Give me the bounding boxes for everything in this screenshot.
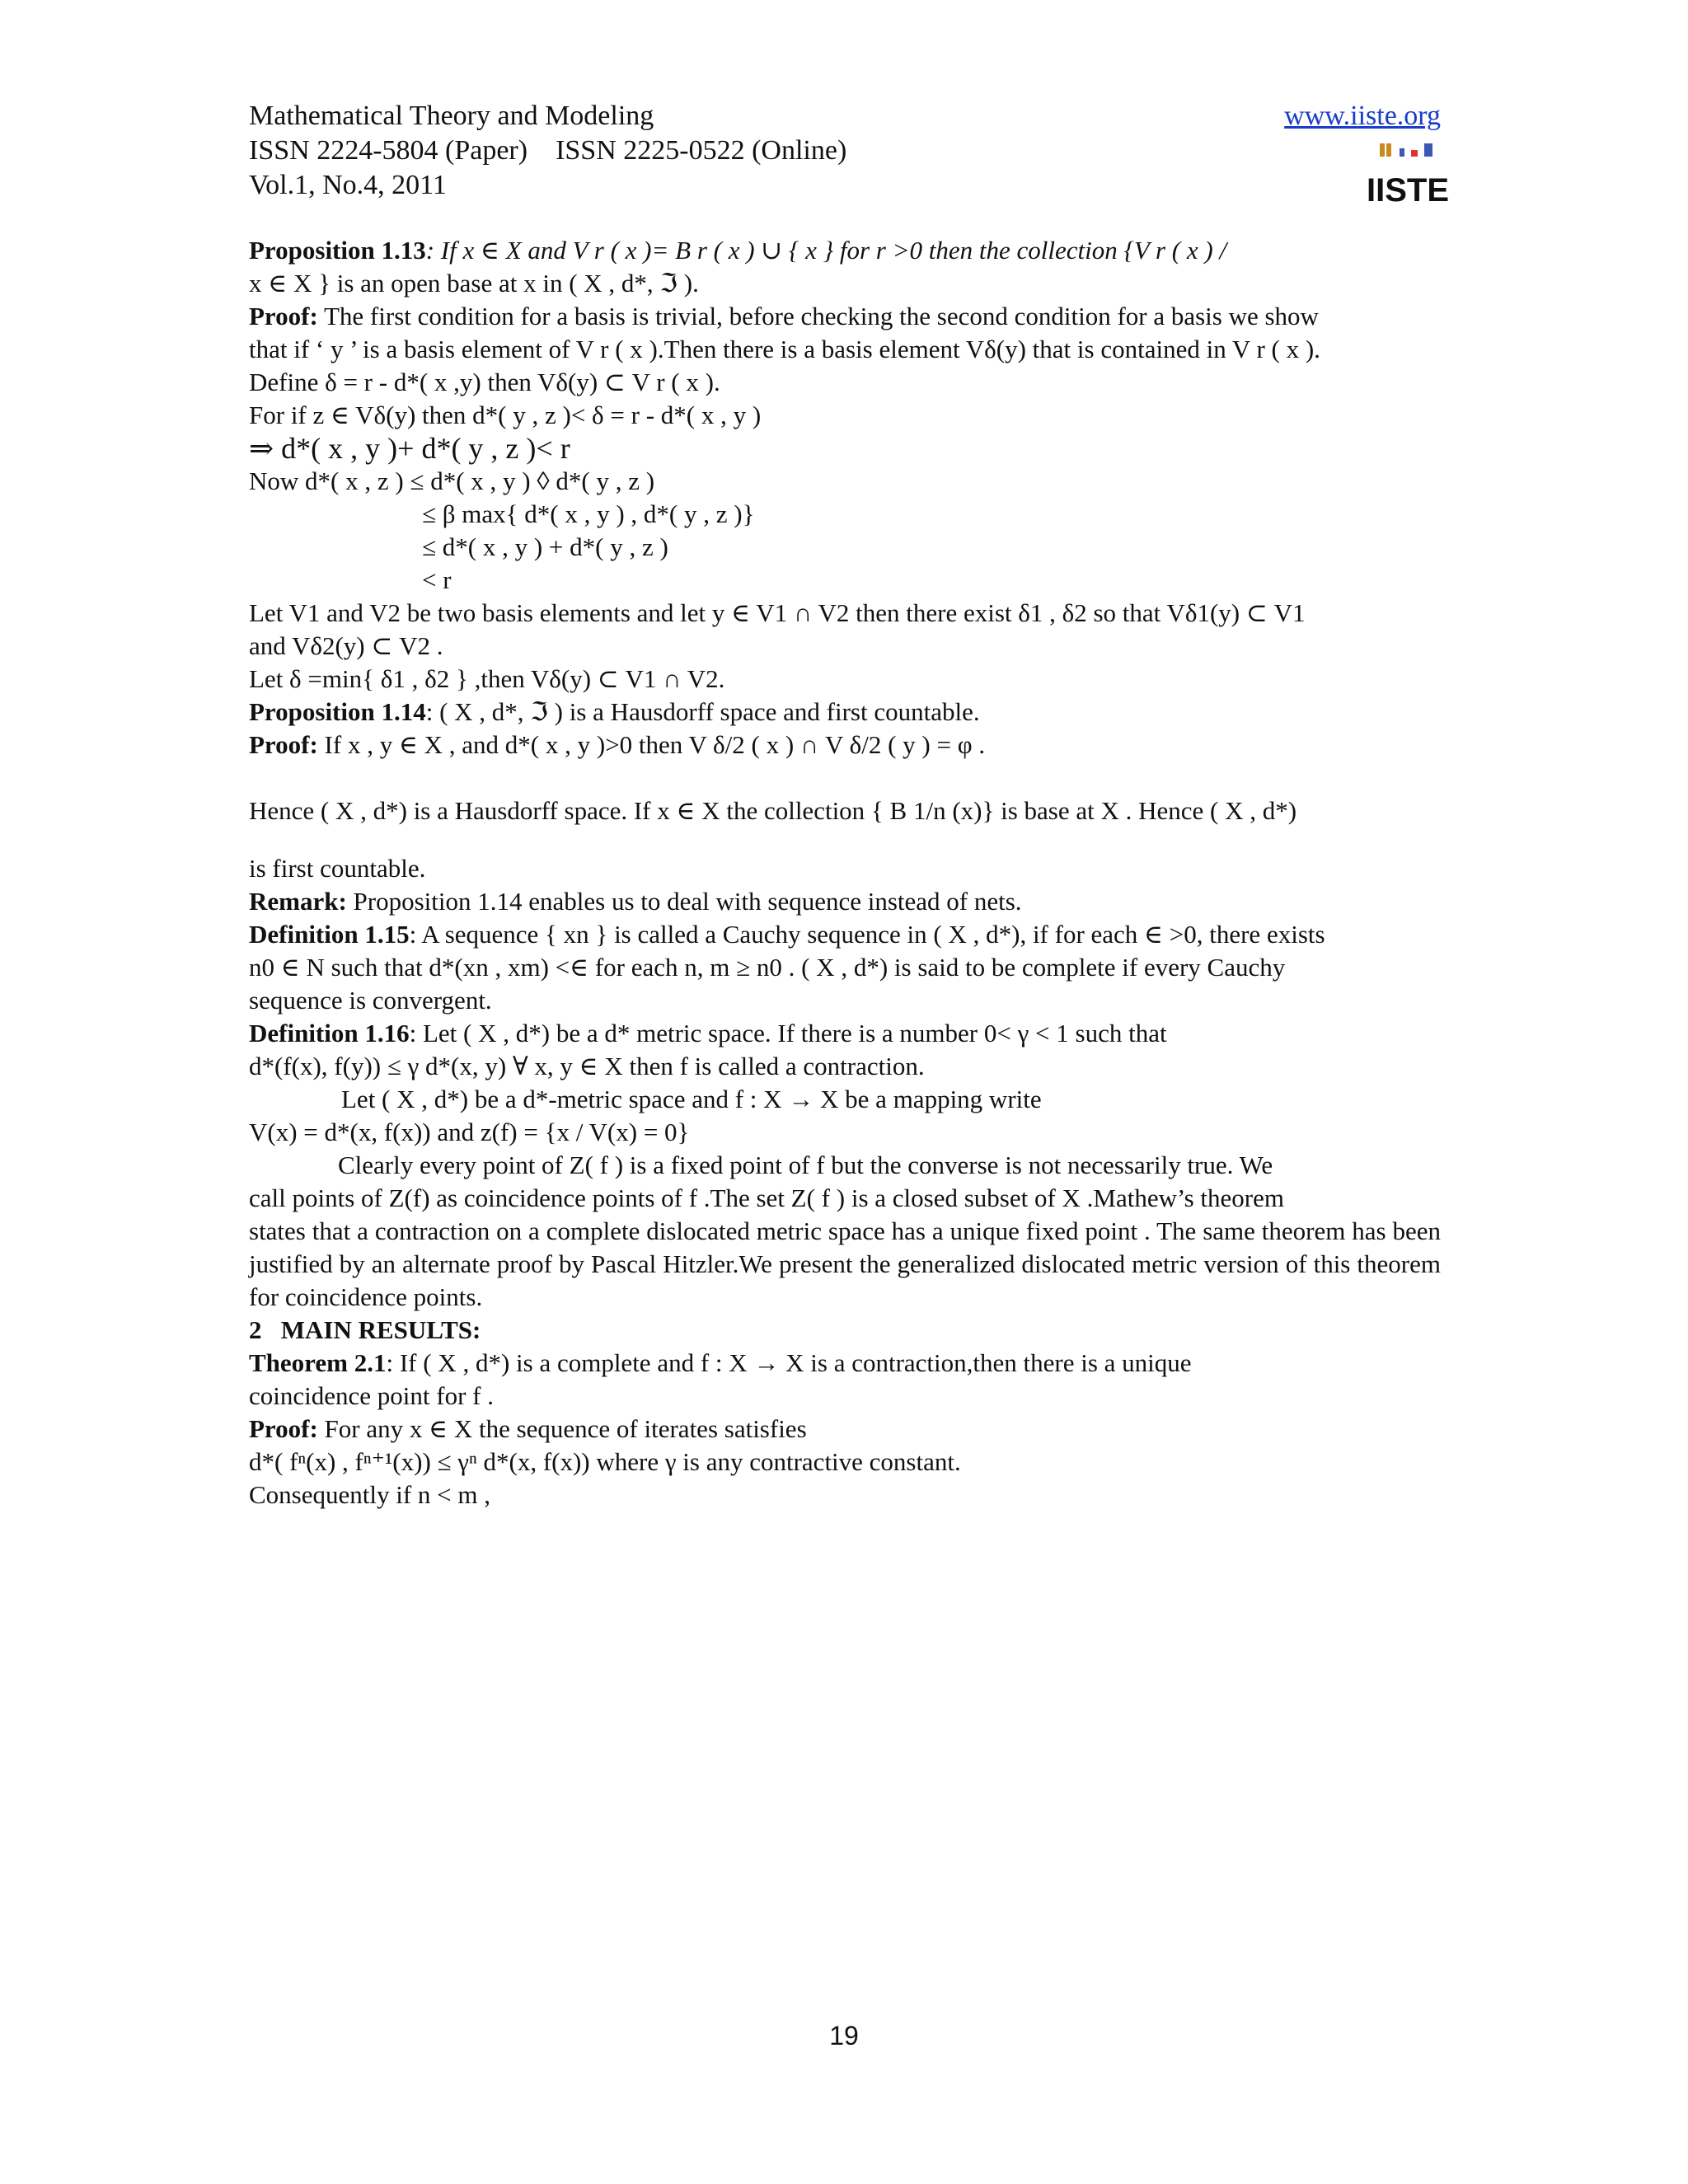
iterates-line: d*( fⁿ(x) , fⁿ⁺¹(x)) ≤ γⁿ d*(x, f(x)) where γ is any contractive constant. <box>249 1447 961 1476</box>
beta-max-line: ≤ β max{ d*( x , y ) , d*( y , z )} <box>422 499 755 528</box>
page-body <box>249 234 1441 1511</box>
proof-label: Proof: <box>249 1414 318 1443</box>
volume-line: Vol.1, No.4, 2011 <box>249 170 447 200</box>
theorem-2-1: Theorem 2.1: If ( X , d*) is a complete and f : X → X is a contraction,then there is a unique <box>249 1348 1192 1377</box>
journal-url-link[interactable]: www.iiste.org <box>1284 101 1441 131</box>
let-basis-line: Let V1 and V2 be two basis elements and let y ∈ V1 ∩ V2 then there exist δ1 , δ2 so that Vδ1(y) ⊂ V1 <box>249 598 1306 627</box>
issn-line: ISSN 2224-5804 (Paper) ISSN 2225-0522 (Online) <box>249 135 847 166</box>
proof-2: Proof: If x , y ∈ X , and d*( x , y )>0 then V δ/2 ( x ) ∩ V δ/2 ( y ) = φ . <box>249 730 986 759</box>
less-than-r-line: < r <box>422 565 452 594</box>
theorem-2-1-label: Theorem 2.1 <box>249 1348 387 1377</box>
implies-line: ⇒ d*( x , y )+ d*( y , z )< r <box>249 432 570 465</box>
clearly-paragraph: Clearly every point of Z( f ) is a fixed point of f but the converse is not necessarily true. We <box>338 1151 1273 1179</box>
remark-label: Remark: <box>249 887 347 916</box>
svg-text:IISTE: IISTE <box>1366 172 1450 209</box>
journal-title: Mathematical Theory and Modeling <box>249 101 654 131</box>
section-2-heading: 2 MAIN RESULTS: <box>249 1315 481 1344</box>
theorem-2-1-cont: coincidence point for f . <box>249 1381 494 1410</box>
for-if-line: For if z ∈ Vδ(y) then d*( y , z )< δ = r - d*( x , y ) <box>249 401 762 429</box>
hence-line: Hence ( X , d*) is a Hausdorff space. If x ∈ X the collection { B 1/n (x)} is base at X . Hence ( X , d*) <box>249 796 1297 825</box>
and-subset-line: and Vδ2(y) ⊂ V2 . <box>249 631 443 660</box>
proof-1: Proof: The first condition for a basis is trivial, before checking the second condition for a basis we show <box>249 302 1319 330</box>
now-line: Now d*( x , z ) ≤ d*( x , y ) ◊ d*( y , z ) <box>249 466 655 495</box>
proposition-1-13-cont: x ∈ X } is an open base at x in ( X , d*, ℑ ). <box>249 269 699 298</box>
mathew-paragraph: states that a contraction on a complete dislocated metric space has a unique fixed point . The same theorem has been justified by an alternate proof by Pascal Hitzler.We present the generalized dislocated metric version of this theorem for coincidence points. <box>249 1216 1441 1311</box>
remark: Remark: Proposition 1.14 enables us to deal with sequence instead of nets. <box>249 887 1022 916</box>
first-countable-line: is first countable. <box>249 854 426 883</box>
definition-1-15-cont: n0 ∈ N such that d*(xn , xm) <∈ for each n, m ≥ n0 . ( X , d*) is said to be complete if every Cauchy <box>249 953 1286 982</box>
define-delta-line: Define δ = r - d*( x ,y) then Vδ(y) ⊂ V r ( x ). <box>249 368 720 396</box>
definition-1-16: Definition 1.16: Let ( X , d*) be a d* metric space. If there is a number 0< γ < 1 such that <box>249 1019 1167 1047</box>
proof-3: Proof: For any x ∈ X the sequence of iterates satisfies <box>249 1414 807 1443</box>
definition-1-16-label: Definition 1.16 <box>249 1019 410 1047</box>
proposition-1-13-label: Proposition 1.13 <box>249 236 426 265</box>
definition-1-15-label: Definition 1.15 <box>249 920 410 949</box>
page-header <box>249 99 1441 203</box>
page-number: 19 <box>829 2021 859 2050</box>
consequently-line: Consequently if n < m , <box>249 1480 491 1509</box>
iiste-logo-icon <box>1366 140 1450 211</box>
proposition-1-14-label: Proposition 1.14 <box>249 697 426 726</box>
proposition-1-14: Proposition 1.14: ( X , d*, ℑ ) is a Hausdorff space and first countable. <box>249 697 980 726</box>
definition-1-15: Definition 1.15: A sequence { xn } is called a Cauchy sequence in ( X , d*), if for each ∈ >0, there exists <box>249 920 1325 949</box>
call-points-line: call points of Z(f) as coincidence points of f .The set Z( f ) is a closed subset of X .Mathew’s theorem <box>249 1183 1284 1212</box>
sum-line: ≤ d*( x , y ) + d*( y , z ) <box>422 532 668 561</box>
let-x-line: Let ( X , d*) be a d*-metric space and f : X → X be a mapping write <box>341 1085 1042 1113</box>
v-x-line: V(x) = d*(x, f(x)) and z(f) = {x / V(x) = 0} <box>249 1118 690 1146</box>
proof-label: Proof: <box>249 302 318 330</box>
definition-1-16-cont: d*(f(x), f(y)) ≤ γ d*(x, y) ∀ x, y ∈ X then f is called a contraction. <box>249 1052 925 1080</box>
proof-label: Proof: <box>249 730 318 759</box>
proof-1-cont: that if ‘ y ’ is a basis element of V r ( x ).Then there is a basis element Vδ(y) that is contained in V r ( x ). <box>249 335 1320 363</box>
proposition-1-13: Proposition 1.13: If x ∈ X and V r ( x )= B r ( x ) ∪ { x } for r >0 then the collection {V r ( x ) / <box>249 236 1227 265</box>
let-min-line: Let δ =min{ δ1 , δ2 } ,then Vδ(y) ⊂ V1 ∩ V2. <box>249 664 725 693</box>
definition-1-15-end: sequence is convergent. <box>249 986 492 1015</box>
